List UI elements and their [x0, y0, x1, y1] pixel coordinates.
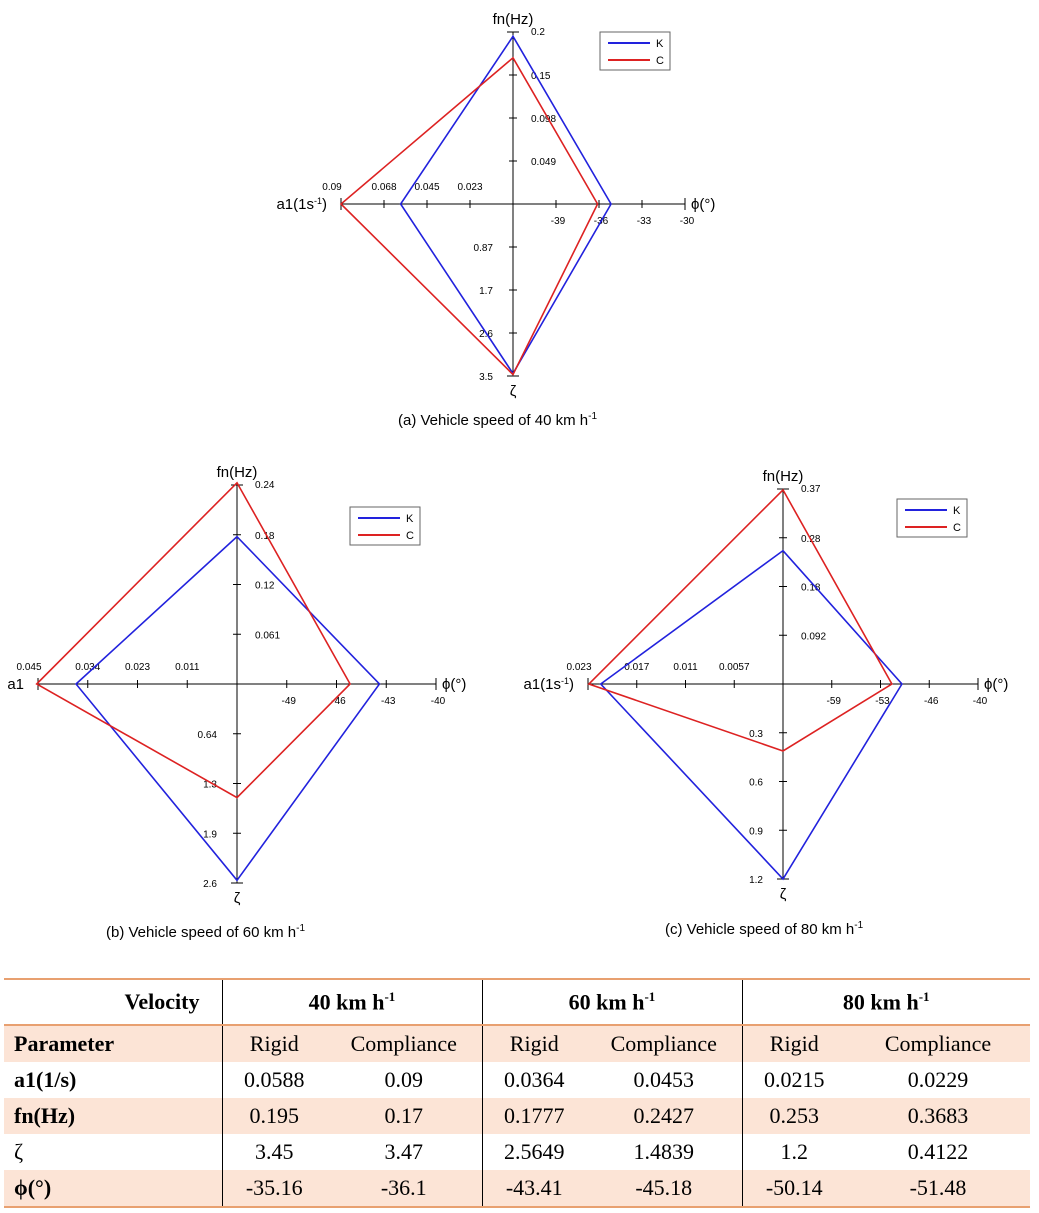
subheader-cell: Compliance	[586, 1025, 742, 1062]
legend	[897, 499, 967, 537]
tick-label-phi: -49	[281, 696, 296, 707]
tick-label-phi: -46	[331, 696, 346, 707]
tick-label-zeta: 2.6	[479, 329, 493, 340]
legend-label-c: C	[656, 55, 664, 67]
table-subheader-row	[4, 1025, 1030, 1062]
tick-label-zeta: 1.9	[203, 829, 217, 841]
tick-label-zeta: 1.3	[203, 779, 217, 791]
table-cell: 0.253	[742, 1098, 846, 1134]
tick-label-a1: 0.023	[124, 662, 151, 673]
axis-title-a1-main: a1(1s	[523, 676, 561, 693]
tick-label-fn: 0.2	[531, 27, 545, 38]
tick-label-zeta: 3.5	[479, 372, 493, 383]
table-cell: -51.48	[846, 1170, 1030, 1207]
tick-label-zeta: 0.3	[749, 728, 763, 740]
speed-header-label: 40 km h	[308, 989, 385, 1015]
caption-40kmh-text: (a) Vehicle speed of 40 km h	[398, 412, 589, 429]
table-cell: -45.18	[586, 1170, 742, 1207]
caption-40kmh-sup: -1	[588, 411, 598, 422]
radar-chart-80kmh	[500, 455, 1039, 910]
table-cell: 1.4839	[586, 1134, 742, 1170]
tick-label-a1: 0.023	[566, 662, 592, 673]
row-label: a1(1/s)	[4, 1062, 222, 1098]
axis-title-a1-sup: -1	[560, 676, 569, 686]
axis-title-zeta: ζ	[779, 886, 787, 903]
tick-label-fn: 0.15	[531, 71, 551, 82]
tick-label-a1: 0.068	[371, 182, 397, 193]
tick-label-a1: 0.034	[75, 662, 101, 673]
speed-header-40	[222, 979, 482, 1025]
subheader-cell: Rigid	[742, 1025, 846, 1062]
tick-label-a1: 0.0057	[718, 662, 750, 673]
subheader-cell: Compliance	[846, 1025, 1030, 1062]
tick-label-phi: -53	[875, 696, 890, 707]
speed-header-80	[742, 979, 1030, 1025]
axis-title-a1	[523, 676, 574, 693]
axis-title-a1-main: a1	[7, 676, 24, 693]
tick-label-zeta: 1.2	[749, 875, 763, 886]
tick-label-phi: -40	[430, 696, 446, 707]
tick-label-phi: -39	[550, 216, 566, 227]
tick-label-phi: -33	[636, 216, 652, 227]
table-cell: 0.0215	[764, 1067, 825, 1092]
parameter-header: Parameter	[4, 1025, 222, 1062]
tick-label-phi: -59	[826, 696, 841, 707]
tick-label-a1: 0.045	[16, 662, 42, 673]
tick-label-fn: 0.24	[255, 480, 275, 491]
tick-label-fn: 0.092	[801, 631, 827, 643]
axis-title-a1-end: )	[569, 676, 574, 693]
tick-label-fn: 0.049	[531, 157, 557, 168]
axis-title-a1-end: )	[322, 196, 327, 213]
speed-header-sup: -1	[384, 988, 396, 1004]
table-cell: 0.2427	[586, 1098, 742, 1134]
radar-svg	[230, 0, 750, 400]
tick-label-zeta: 0.9	[749, 826, 763, 838]
table-cell: 3.45	[255, 1139, 294, 1164]
table-cell: 0.0588	[244, 1067, 305, 1092]
table-cell: -35.16	[222, 1170, 326, 1207]
series-polygon-c	[589, 490, 892, 751]
table-cell: 0.4122	[907, 1139, 969, 1164]
radar-svg	[500, 455, 1039, 910]
tick-label-fn: 0.12	[255, 580, 275, 592]
legend-label-k: K	[656, 38, 664, 50]
tick-label-a1: 0.011	[175, 662, 200, 673]
tick-label-phi: -36	[593, 216, 609, 227]
speed-header-label: 60 km h	[568, 989, 645, 1015]
table-cell: -36.1	[326, 1170, 482, 1207]
tick-label-phi: -46	[924, 696, 939, 707]
table-cell: 0.195	[222, 1098, 326, 1134]
tick-label-fn: 0.18	[801, 582, 821, 594]
table-cell: -50.14	[742, 1170, 846, 1207]
axis-title-a1-main: a1(1s	[276, 196, 314, 213]
legend-label-c: C	[406, 530, 414, 542]
caption-60kmh-text: (b) Vehicle speed of 60 km h	[106, 924, 297, 941]
axis-title-a1-sup: -1	[313, 196, 322, 206]
table-cell: -43.41	[482, 1170, 586, 1207]
axis-title-a1	[276, 196, 327, 213]
table-cell: 0.0364	[504, 1067, 565, 1092]
speed-header-60	[482, 979, 742, 1025]
subheader-cell: Rigid	[222, 1025, 326, 1062]
tick-label-fn: 0.18	[255, 530, 275, 542]
table-cell: 3.47	[326, 1134, 482, 1170]
caption-80kmh-sup: -1	[854, 920, 864, 931]
tick-label-a1: 0.09	[322, 182, 342, 193]
tick-label-fn: 0.098	[531, 114, 557, 125]
row-label: fn(Hz)	[4, 1098, 222, 1134]
axis-title-fn: fn(Hz)	[762, 468, 804, 485]
radar-svg	[0, 455, 470, 910]
tick-label-zeta: 0.87	[473, 243, 493, 254]
row-label: ϕ(°)	[4, 1170, 222, 1207]
axis-title-fn: fn(Hz)	[216, 464, 258, 481]
radar-chart-40kmh	[230, 0, 750, 400]
tick-label-a1: 0.045	[414, 182, 440, 193]
table-row	[4, 1170, 1030, 1207]
tick-label-a1: 0.023	[457, 182, 483, 193]
table-cell: 0.09	[326, 1062, 482, 1098]
speed-header-label: 80 km h	[842, 989, 919, 1015]
axis-title-zeta: ζ	[233, 890, 241, 907]
table-cell: 0.3683	[846, 1098, 1030, 1134]
legend-label-k: K	[953, 505, 961, 517]
tick-label-phi: -30	[679, 216, 695, 227]
series-polygon-c	[37, 483, 350, 798]
table-cell: 0.17	[326, 1098, 482, 1134]
legend	[350, 507, 420, 545]
table-row	[4, 1098, 1030, 1134]
caption-60kmh	[106, 923, 305, 941]
series-polygon-k	[76, 537, 379, 881]
legend-label-k: K	[406, 513, 414, 525]
subheader-cell: Rigid	[482, 1025, 586, 1062]
tick-label-zeta: 2.6	[203, 879, 217, 890]
caption-40kmh	[398, 411, 597, 429]
caption-80kmh-text: (c) Vehicle speed of 80 km h	[665, 921, 855, 938]
table-cell: 0.1777	[482, 1098, 586, 1134]
table-header-row	[4, 979, 1030, 1025]
velocity-header: Velocity	[4, 979, 222, 1025]
tick-label-zeta: 0.6	[749, 777, 763, 789]
axis-title-phi: ϕ(°)	[691, 196, 716, 213]
table-cell: 0.0453	[586, 1062, 742, 1098]
tick-label-fn: 0.061	[255, 630, 281, 642]
tick-label-a1: 0.017	[624, 662, 650, 673]
axis-title-a1	[7, 676, 24, 693]
parameter-table	[4, 978, 1030, 1208]
tick-label-phi: -40	[972, 696, 988, 707]
legend	[600, 32, 670, 70]
subheader-cell: Compliance	[326, 1025, 482, 1062]
axis-title-phi: ϕ(°)	[442, 676, 467, 693]
tick-label-fn: 0.37	[801, 484, 821, 495]
radar-chart-60kmh	[0, 455, 470, 910]
axis-title-zeta: ζ	[509, 383, 517, 400]
axis-title-phi: ϕ(°)	[984, 676, 1009, 693]
caption-80kmh	[665, 920, 863, 938]
table-cell: 1.2	[780, 1139, 808, 1164]
speed-header-sup: -1	[644, 988, 656, 1004]
tick-label-zeta: 1.7	[479, 286, 493, 297]
tick-label-phi: -43	[381, 696, 396, 707]
table-row	[4, 1134, 1030, 1170]
table-row	[4, 1062, 1030, 1098]
caption-60kmh-sup: -1	[296, 923, 306, 934]
table-cell: 2.5649	[504, 1139, 565, 1164]
speed-header-sup: -1	[918, 988, 930, 1004]
table-cell: 0.0229	[907, 1067, 969, 1092]
legend-label-c: C	[953, 522, 961, 534]
row-label: ζ	[4, 1134, 222, 1170]
series-polygon-k	[401, 36, 611, 373]
axis-title-fn: fn(Hz)	[492, 11, 534, 28]
tick-label-fn: 0.28	[801, 533, 821, 545]
tick-label-zeta: 0.64	[197, 729, 217, 741]
tick-label-a1: 0.011	[673, 662, 698, 673]
